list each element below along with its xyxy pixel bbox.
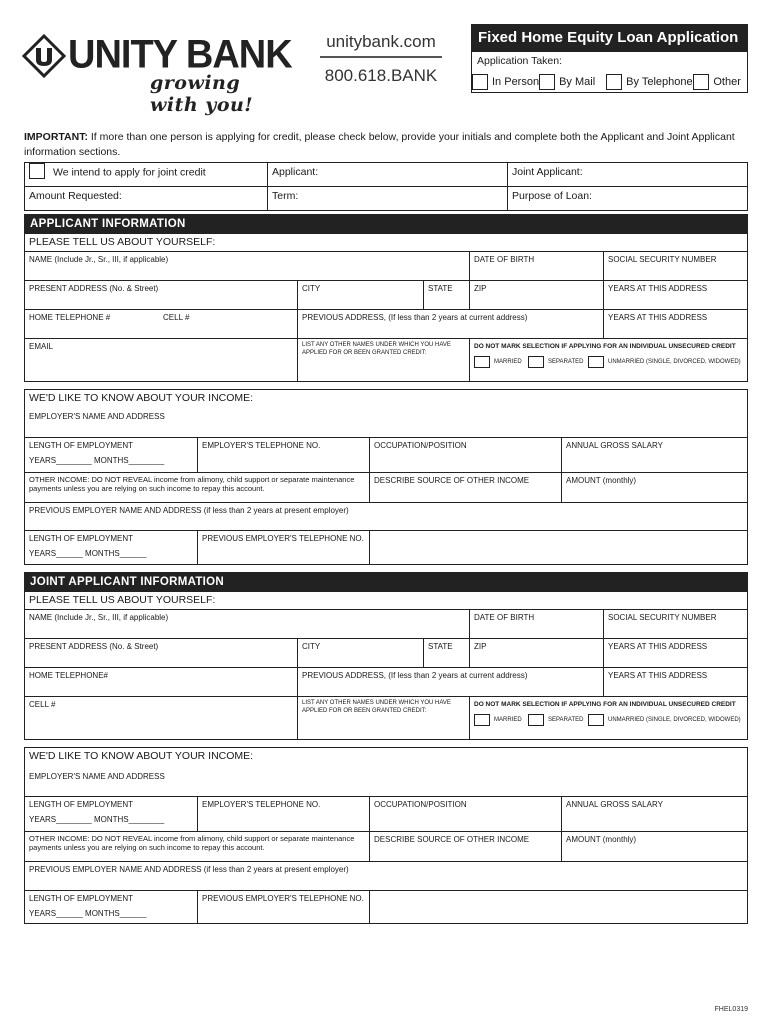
joint-prev-length-field[interactable]: LENGTH OF EMPLOYMENT YEARS______ MONTHS______ bbox=[29, 894, 147, 918]
loan-request-grid bbox=[24, 162, 748, 211]
applicant-header: APPLICANT INFORMATION bbox=[25, 215, 747, 234]
brand-name: UNITY BANK bbox=[68, 32, 292, 78]
option-in-person: In Person bbox=[472, 72, 539, 92]
joint-applicant-subheader: PLEASE TELL US ABOUT YOURSELF: bbox=[29, 594, 216, 606]
joint-credit-field[interactable]: We intend to apply for joint credit bbox=[25, 163, 267, 186]
joint-income-header: WE'D LIKE TO KNOW ABOUT YOUR INCOME: bbox=[29, 750, 254, 762]
joint-separated-checkbox[interactable] bbox=[528, 714, 544, 726]
applicant-address-field[interactable]: PRESENT ADDRESS (No. & Street) bbox=[29, 284, 159, 293]
applicant-employer-field[interactable]: EMPLOYER'S NAME AND ADDRESS bbox=[29, 412, 165, 421]
applicant-email-field[interactable]: EMAIL bbox=[29, 342, 54, 351]
other-checkbox[interactable] bbox=[693, 74, 709, 90]
joint-city-field[interactable]: CITY bbox=[297, 639, 423, 667]
applicant-prev-blank bbox=[369, 531, 749, 564]
applicant-separated-checkbox[interactable] bbox=[528, 356, 544, 368]
applicant-married-checkbox[interactable] bbox=[474, 356, 490, 368]
joint-employer-phone-field[interactable]: EMPLOYER'S TELEPHONE NO. bbox=[197, 797, 369, 831]
joint-income-section bbox=[24, 747, 748, 924]
unity-bank-logo bbox=[22, 28, 292, 116]
applicant-subheader: PLEASE TELL US ABOUT YOURSELF: bbox=[29, 236, 216, 248]
applicant-name-field[interactable]: NAME (Include Jr., Sr., III, if applicable) bbox=[29, 255, 169, 264]
joint-state-field[interactable]: STATE bbox=[423, 639, 469, 667]
joint-ssn-field[interactable]: SOCIAL SECURITY NUMBER bbox=[603, 610, 749, 638]
applicant-city-field[interactable]: CITY bbox=[297, 281, 423, 309]
applicant-other-income-field[interactable]: OTHER INCOME: DO NOT REVEAL income from alimony, child support or separate maintenance payments unless you are relying on such income to repay this account. bbox=[29, 475, 355, 493]
applicant-prev-employer-field[interactable]: PREVIOUS EMPLOYER NAME AND ADDRESS (if less than 2 years at present employer) bbox=[29, 506, 349, 515]
joint-describe-income-field[interactable]: DESCRIBE SOURCE OF OTHER INCOME bbox=[369, 832, 561, 861]
brand-tagline: growing with you! bbox=[150, 72, 254, 116]
unity-bank-logo-icon bbox=[22, 34, 66, 78]
joint-applicant-header: JOINT APPLICANT INFORMATION bbox=[25, 573, 747, 592]
joint-prev-address-field[interactable]: PREVIOUS ADDRESS, (If less than 2 years at current address) bbox=[297, 668, 603, 696]
applicant-employer-phone-field[interactable]: EMPLOYER'S TELEPHONE NO. bbox=[197, 438, 369, 472]
applicant-occupation-field[interactable]: OCCUPATION/POSITION bbox=[369, 438, 561, 472]
joint-home-phone-field[interactable]: HOME TELEPHONE# bbox=[29, 671, 108, 680]
joint-address-field[interactable]: PRESENT ADDRESS (No. & Street) bbox=[29, 642, 159, 651]
joint-salary-field[interactable]: ANNUAL GROSS SALARY bbox=[561, 797, 749, 831]
joint-unmarried-checkbox[interactable] bbox=[588, 714, 604, 726]
applicant-amount-field[interactable]: AMOUNT (monthly) bbox=[561, 473, 749, 502]
application-taken-label: Application Taken: bbox=[477, 55, 563, 67]
joint-cell-field[interactable]: CELL # bbox=[29, 700, 56, 709]
form-title: Fixed Home Equity Loan Application bbox=[472, 25, 747, 52]
by-mail-checkbox[interactable] bbox=[539, 74, 555, 90]
applicant-cell-field[interactable]: CELL # bbox=[163, 313, 190, 322]
joint-dob-field[interactable]: DATE OF BIRTH bbox=[469, 610, 603, 638]
applicant-years-address-field[interactable]: YEARS AT THIS ADDRESS bbox=[603, 281, 749, 309]
joint-prev-employer-field[interactable]: PREVIOUS EMPLOYER NAME AND ADDRESS (if less than 2 years at present employer) bbox=[29, 865, 349, 874]
joint-married-checkbox[interactable] bbox=[474, 714, 490, 726]
option-by-telephone: By Telephone bbox=[606, 72, 693, 92]
form-code: FHEL0319 bbox=[714, 1006, 748, 1013]
applicant-prev-phone-field[interactable]: PREVIOUS EMPLOYER'S TELEPHONE NO. bbox=[197, 531, 369, 564]
joint-other-income-field[interactable]: OTHER INCOME: DO NOT REVEAL income from alimony, child support or separate maintenance payments unless you are relying on such income to repay this account. bbox=[29, 834, 355, 852]
joint-zip-field[interactable]: ZIP bbox=[469, 639, 603, 667]
phone-number: 800.618.BANK bbox=[324, 66, 438, 85]
applicant-years-address2-field[interactable]: YEARS AT THIS ADDRESS bbox=[603, 310, 749, 338]
applicant-state-field[interactable]: STATE bbox=[423, 281, 469, 309]
applicant-salary-field[interactable]: ANNUAL GROSS SALARY bbox=[561, 438, 749, 472]
applicant-length-employment-field[interactable]: LENGTH OF EMPLOYMENT YEARS________ MONTHS________ bbox=[29, 441, 165, 465]
term-field[interactable]: Term: bbox=[267, 187, 507, 211]
amount-requested-field[interactable]: Amount Requested: bbox=[29, 190, 122, 202]
joint-name-field[interactable]: NAME (Include Jr., Sr., III, if applicable) bbox=[29, 613, 169, 622]
applicant-marital-status: DO NOT MARK SELECTION IF APPLYING FOR AN INDIVIDUAL UNSECURED CREDIT MARRIED SEPARATED UNMARRIED (SINGLE, DIVORCED, WIDOWED) bbox=[469, 339, 749, 381]
in-person-checkbox[interactable] bbox=[472, 74, 488, 90]
website-link[interactable]: unitybank.com bbox=[320, 32, 442, 58]
applicant-zip-field[interactable]: ZIP bbox=[469, 281, 603, 309]
important-notice: IMPORTANT: If more than one person is applying for credit, please check below, provide your initials and complete both the Applicant and Joint Applicant information sections. bbox=[24, 131, 735, 158]
applicant-income-section bbox=[24, 389, 748, 565]
applicant-ssn-field[interactable]: SOCIAL SECURITY NUMBER bbox=[603, 252, 749, 280]
applicant-income-header: WE'D LIKE TO KNOW ABOUT YOUR INCOME: bbox=[29, 392, 254, 404]
joint-prev-phone-field[interactable]: PREVIOUS EMPLOYER'S TELEPHONE NO. bbox=[197, 891, 369, 923]
joint-years-address2-field[interactable]: YEARS AT THIS ADDRESS bbox=[603, 668, 749, 696]
option-other: Other bbox=[693, 72, 747, 92]
applicant-home-phone-field[interactable]: HOME TELEPHONE # bbox=[29, 313, 111, 322]
option-by-mail: By Mail bbox=[539, 72, 606, 92]
joint-years-address-field[interactable]: YEARS AT THIS ADDRESS bbox=[603, 639, 749, 667]
joint-credit-checkbox[interactable] bbox=[29, 163, 45, 179]
joint-occupation-field[interactable]: OCCUPATION/POSITION bbox=[369, 797, 561, 831]
applicant-unmarried-checkbox[interactable] bbox=[588, 356, 604, 368]
applicant-prev-length-field[interactable]: LENGTH OF EMPLOYMENT YEARS______ MONTHS______ bbox=[29, 534, 147, 558]
joint-employer-field[interactable]: EMPLOYER'S NAME AND ADDRESS bbox=[29, 772, 165, 781]
joint-marital-status: DO NOT MARK SELECTION IF APPLYING FOR AN INDIVIDUAL UNSECURED CREDIT MARRIED SEPARATED UNMARRIED (SINGLE, DIVORCED, WIDOWED) bbox=[469, 697, 749, 739]
joint-applicant-section bbox=[24, 572, 748, 740]
applicant-describe-income-field[interactable]: DESCRIBE SOURCE OF OTHER INCOME bbox=[369, 473, 561, 502]
applicant-prev-address-field[interactable]: PREVIOUS ADDRESS, (If less than 2 years at current address) bbox=[297, 310, 603, 338]
joint-prev-blank bbox=[369, 891, 749, 923]
joint-applicant-initials-field[interactable]: Joint Applicant: bbox=[507, 163, 749, 186]
applicant-section bbox=[24, 214, 748, 382]
joint-length-employment-field[interactable]: LENGTH OF EMPLOYMENT YEARS________ MONTHS________ bbox=[29, 800, 165, 824]
by-telephone-checkbox[interactable] bbox=[606, 74, 622, 90]
contact-info bbox=[320, 32, 442, 86]
purpose-field[interactable]: Purpose of Loan: bbox=[507, 187, 749, 211]
applicant-other-names-field[interactable]: LIST ANY OTHER NAMES UNDER WHICH YOU HAVE APPLIED FOR OR BEEN GRANTED CREDIT: bbox=[297, 339, 469, 381]
applicant-initials-field[interactable]: Applicant: bbox=[267, 163, 507, 186]
joint-amount-field[interactable]: AMOUNT (monthly) bbox=[561, 832, 749, 861]
joint-other-names-field[interactable]: LIST ANY OTHER NAMES UNDER WHICH YOU HAVE APPLIED FOR OR BEEN GRANTED CREDIT: bbox=[297, 697, 469, 739]
applicant-dob-field[interactable]: DATE OF BIRTH bbox=[469, 252, 603, 280]
application-taken-box bbox=[471, 24, 748, 93]
